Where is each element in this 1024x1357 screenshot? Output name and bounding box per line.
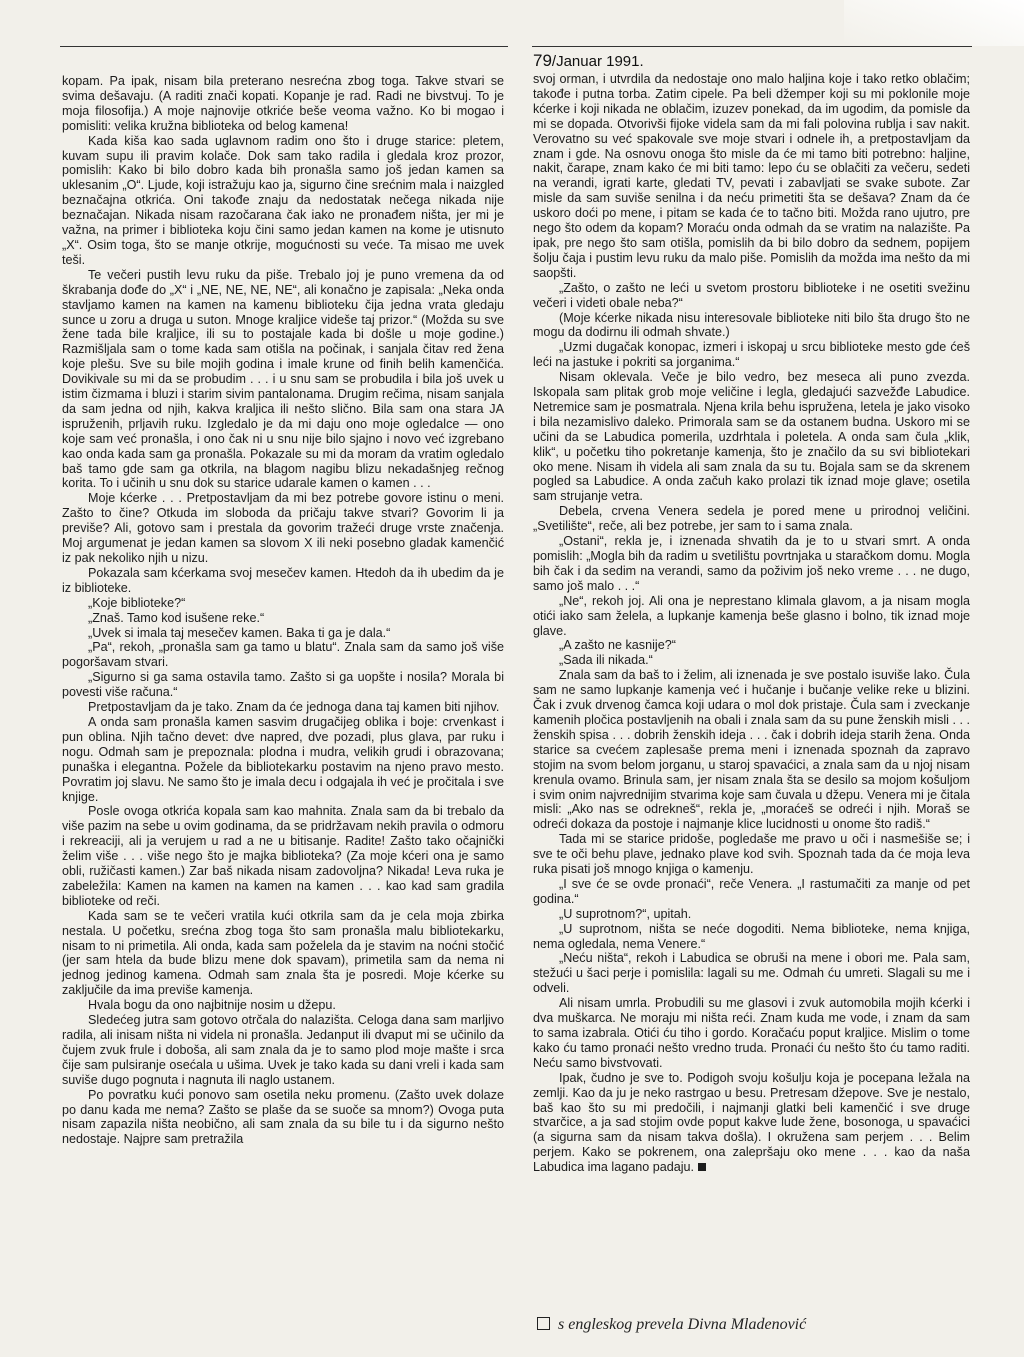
paragraph: Moje kćerke . . . Pretpostavljam da mi bez potrebe govore istinu o meni. Zašto to čine? Otkuda im sloboda da pričaju takve stvari? Govorim li ja previše? Ali, gotovo sam i prestala da govorim tražeći druge vrste značenja. Moj argumenat je jedan kamen sa slovom X ili neki posebno gladak kamenčić iz pak nekoliko njih u nizu.: [62, 491, 504, 565]
paragraph: „U suprotnom?“, upitah.: [559, 906, 692, 921]
checkbox-square-icon: [537, 1317, 550, 1330]
paragraph: Kada sam se te večeri vratila kući otkrila sam da je cela moja zbirka nestala. U početku, srećna zbog toga što sam pronašla malu bibliotekarku, nisam to ni primetila. Ali onda, kada sam poželela da je stavim na noćni stočić (jer sam htela da bude blizu mene dok spavam), primetila sam da nema ni jednog jedinog kamena. Odmah sam znala šta je posredi. Moje kćerke su zaključile da ima previše kamenja.: [62, 908, 504, 998]
paragraph: „Ostani“, rekla je, i iznenada shvatih da je to u stvari smrt. A onda pomislih: „Mogla bih da radim u svetilištu povrtnjaka u staračkom domu. Mogla bih čak i da sedim na verandi, samo da poživim još neko vreme . . . ne dugo, samo još malo . . .“: [533, 534, 970, 593]
paragraph: Hvala bogu da ono najbitnije nosim u džepu.: [88, 998, 336, 1013]
paragraph: „Ne“, rekoh joj. Ali ona je neprestano klimala glavom, a ja nisam mogla otići iako sam želela, a lupkanje kamenja beše glasno i bolno, tik iznad moje glave.: [533, 593, 970, 638]
page-corner-highlight: [844, 0, 1024, 46]
page-number: 79: [533, 51, 552, 70]
paragraph: Ali nisam umrla. Probudili su me glasovi i zvuk automobila mojih kćerki i dva muškarca. Ne moraju mi ništa reći. Znam kuda me vode, i znam da sam to sama izabrala. Otići ću tiho i gordo. Koračaću poput kraljice. Mislim o tome kako ću tamo pronaći nešto vredno truda. Pronaći ću nešto što ću tamo raditi. Neću samo bivstvovati.: [533, 996, 970, 1070]
paragraph: „Koje biblioteke?“: [88, 595, 186, 610]
paragraph: „Sada ili nikada.“: [559, 653, 653, 668]
paragraph: „A zašto ne kasnije?“: [559, 638, 676, 653]
paragraph: Tada mi se starice pridoše, pogledaše me pravo u oči i nasmešiše se; i sve te oči behu plave, jednako plave kod svih. Spoznah tada da će moja leva ruka pisati još mnogo knjiga o kamenju.: [533, 832, 970, 877]
page-header: [533, 51, 644, 71]
paragraph: kopam. Pa ipak, nisam bila preterano nesrećna zbog toga. Takve stvari se svima dešavaju. (A raditi znači kopati. Kopanje je rad. Radi ne bivstvuj. To je moja filosofija.) A moje najnovije otkriće beše veoma važno. Ko bi mogao i pomisliti: velika kružna biblioteka od belog kamena!: [62, 74, 504, 133]
paragraph: Debela, crvena Venera sedela je pored mene u prirodnoj veličini. „Svetilište“, reče, ali bez potrebe, jer sam to i sama znala.: [533, 504, 970, 534]
paragraph: svoj orman, i utvrdila da nedostaje ono malo haljina koje i tako retko oblačim; takođe i putna torba. Zatim cipele. Pa beli džemper koji su mi poklonile moje kćerke i koji nikada ne oblačim, izuzev ponekad, da im ugodim, da pomisle da mi se dopada. Otvorivši fijoke videla sam da mi fali polovina rublja i sav nakit. Verovatno su već spakovale sve moje stvari i odnele ih, a pretpostavljam da znam i gde. Na osnovu onoga što misle da će mi tamo biti potrebno: haljine, nakit, čarape, znam kako će mi biti tamo: lepo ću se oblačiti za večeru, sedeti na verandi, igrati karte, gledati TV, pevati i zabavljati se svake subote. Zar misle da sam suviše senilna i da neću primetiti šta se dešava? Znam da će uskoro doći po mene, i pitam se kada će to tačno biti. Možda rano ujutro, pre nego što odem da kopam? Moraću onda odmah da se vratim na nalazište. Pa ipak, pre nego što sam otišla, pomislih da bi bilo dobro da sednem, popijem šolju čaja i pustim levu ruku da malo piše. Pomislih da možda ima nešto da mi saopšti.: [533, 72, 970, 280]
translator-credit: [537, 1316, 806, 1334]
header-rule-left: [60, 46, 508, 47]
paragraph: Kada kiša kao sada uglavnom radim ono što i druge starice: pletem, kuvam supu ili pravim kolače. Dok sam tako radila i gledala kroz prozor, pomislih: Kako bi bilo dobro kada bih pronašla samo još jedan kamen sa uklesanim „O“. Ljude, koji istražuju kao ja, sigurno čine srećnim mala i naizgled beznačajna otkrića. Oni takođe znaju da nedostatak nečega nikada nije beznačajan. Nikada nisam razočarana čak iako ne pronađem ništa, jer mi je važna, na primer i biblioteka koju čini samo jedan kamen na kome je utisnuto „X“. Osim toga, što se manje otkrije, mogućnosti su veće. Ta misao me uvek teši.: [62, 133, 504, 267]
paragraph: Po povratku kući ponovo sam osetila neku promenu. (Zašto uvek dolaze po danu kada me nema? Zašto se plaše da se suoče sa mnom?) Ovoga puta nisam zapazila ništa neobično, ali sam znala da su bile tu i da sigurno nešto nedostaje. Najpre sam pretražila: [62, 1087, 504, 1147]
paragraph: Pretpostavljam da je tako. Znam da će jednoga dana taj kamen biti njihov.: [88, 700, 500, 715]
paragraph: [533, 1071, 970, 1175]
paragraph: Te večeri pustih levu ruku da piše. Trebalo joj je puno vremena da od škrabanja dođe do „X“ i „NE, NE, NE, NE“, ali konačno je zapisala: „Neka onda stavljamo kamen na kamen na kamenu biblioteku čija jedna vrata gledaju sunce u zoru a druga u suton. Mnoge kraljice videše taj prizor.“ (Možda su sve žene tada bile kraljice, ili su to postajale kada bi došle u moje godine.) Razmišljala sam o tome kada sam otišla na počinak, i sanjala čitav red žena koje plešu. Sve su bile mojih godina i imale krune od finih belih kamenčića. Dovikivale su mi da se probudim . . . i u snu sam se probudila i bila još uvek u istim čizmama i bluzi i starim sivim pantalonama. Drugim rečima, nisam sanjala da sam jedna od njih, kakva kraljica ili nešto slično. Bila sam ona stara JA ispruženih, prljavih ruku. Izgledalo je da mi daju ono moje ogledalce — ono koje sam već pronašla, i ono čak ni u snu nije bilo sjajno i novo već izgrebano kao onda kada sam ga pronašla. Pokazale su mi da moram da vratim ogledalo baš tamo gde sam ga otkrila, na blagom nagibu blizu nekadašnjeg rečnog korita. To i učinih u snu dok su starice udarale kamen o kamen . . .: [62, 267, 504, 491]
issue-date: /Januar 1991.: [551, 53, 644, 70]
paragraph: Znala sam da baš to i želim, ali iznenada je sve postalo isuviše lako. Čula sam ne samo lupkanje kamenja već i hučanje i bučanje velike reke u blizini. Čak i zvuk drvenog čamca koji udara o mol dok pristaje. Čula sam i zveckanje kamenih pločica postavljenih na obali i znala sam da su pune ženskih misli . . . ženskih spisa . . . dobrih ženskih ideja . . . čak i dobrih ideja starih žena. Onda starice sa cvećem zaplesaše prema meni i iznenada spoznah da zapravo stojim na svom belom jorganu, u staroj spavaćici, a znala sam da u njoj nisam krenula ovamo. Brinula sam, jer nisam znala šta se desilo sa mojom košuljom i svim onim najvrednijim stvarima koje sam čuvala u džepu. Venera mi je čitala misli: „Ako nas se odrekneš“, rekla je, „moraćeš se odreći i njih. Moraš se odreći dokaza da postoje i najmanje klice lucidnosti u onome što radiš.“: [533, 668, 970, 832]
paragraph: (Moje kćerke nikada nisu interesovale biblioteke niti bilo šta drugo što ne mogu da dodirnu ili odmah shvate.): [533, 310, 970, 340]
paragraph: „Znaš. Tamo kod isušene reke.“: [88, 610, 265, 625]
paragraph: Pokazala sam kćerkama svoj mesečev kamen. Htedoh da ih ubedim da je iz biblioteke.: [62, 565, 504, 595]
paragraph: „Sigurno si ga sama ostavila tamo. Zašto si ga uopšte i nosila? Morala bi povesti više računa.“: [62, 670, 504, 700]
translator-credit-text: s engleskog prevela Divna Mladenović: [558, 1316, 807, 1333]
paragraph: „Uvek si imala taj mesečev kamen. Baka ti ga je dala.“: [88, 625, 391, 640]
right-column: [533, 72, 970, 1175]
paragraph: „Zašto, o zašto ne leći u svetom prostoru biblioteke i ne osetiti svežinu večeri i videti obale neba?“: [533, 280, 970, 310]
paragraph: Nisam oklevala. Veče je bilo vedro, bez meseca ali puno zvezda. Iskopala sam plitak grob moje veličine i legla, gledajući sazvežđe Labudice. Netremice sam je posmatrala. Njena krila behu ispružena, letela je jako visoko i bila nezamislivo daleko. Primorala sam se da ostanem budna. Uskoro mi se učini da se Labudica pomerila, uzdrhtala i poletela. A onda sam čula „klik, klik“, u početku tiho pokretanje kamenja, što je značilo da su svi bibliotekari oko mene. Nisam ih videla ali sam znala da su tu. Bojala sam se da skrenem pogled sa Labudice. A onda začuh kako prolazi tik iznad moje glave; osetila sam strujanje vetra.: [533, 370, 970, 504]
paragraph: „Neću ništa“, rekoh i Labudica se obruši na mene i obori me. Pala sam, stežući u šaci perje i pomislila: lagali su me. Odmah ću umreti. Slagali su me i odveli.: [533, 951, 970, 996]
paragraph: Sledećeg jutra sam gotovo otrčala do nalazišta. Celoga dana sam marljivo radila, ali inisam ništa ni videla ni pronašla. Jedanput ili dvaput mi se učinilo da čujem zvuk frule i doboša, ali sam znala da je to samo plod moje mašte i srca čije sam pulsiranje osećala u ušima. Uvek je tako kada su dani vreli i kada sam suviše dugo pognuta i nagnuta ili naglo ustanem.: [62, 1013, 504, 1087]
paragraph: A onda sam pronašla kamen sasvim drugačijeg oblika i boje: crvenkast i pun oblina. Njih tačno devet: dve napred, dve pozadi, plus glava, par ruku i nogu. Odmah sam je prepoznala: plodna i mudra, velikih grudi i obrazovana; punaška i elegantna. Požele da bibliotekarku postavim na njeno pravo mesto. Povratim joj slavu. Ne samo što je imala decu i odgajala ih već je pročitala i sve knjige.: [62, 714, 504, 804]
left-column: [62, 74, 504, 1147]
paragraph-text: Ipak, čudno je sve to. Podigoh svoju košulju koja je pocepana ležala na zemlji. Kao da ju je neko rastrgao u besu. Pretresam džepove. Sve je nestalo, baš kao što su mi predočili, i najmanji glatki beli kamenčić i sve druge stvarčice, a ja sad stojim ovde poput kakve lude žene, bosonoga, u spavaćici (a sigurna sam da nisam takva došla). I okružena sam perjem . . . Belim perjem. Kako se pokrenem, ona zalepršaju oko mene . . . kao da naša Labudica ima lagano padaju.: [533, 1070, 970, 1175]
paragraph: „Pa“, rekoh, „pronašla sam ga tamo u blatu“. Znala sam da samo još više pogoršavam stvari.: [62, 640, 504, 670]
paragraph: „U suprotnom, ništa se neće dogoditi. Nema biblioteke, nema knjiga, nema ogledala, nema Venere.“: [533, 921, 970, 951]
header-rule-right: [532, 46, 972, 47]
paragraph: Posle ovoga otkrića kopala sam kao mahnita. Znala sam da bi trebalo da više pazim na sebe u ovim godinama, da se pridržavam nekih pravila o odmoru i rekreaciji, ali ja verujem u rad a ne u bitisanje. Radite! Zašto tako očajnički želim više . . . više nego što je majka biblioteka? (Za moje kćeri ona je samo obli, ružičasti kamen.) Zar baš nikada nisam zadovoljna? Nikada! Leva ruka je zabeležila: Kamen na kamen na kamen na kamen . . . kao kad sam gradila biblioteke od reči.: [62, 804, 504, 908]
paragraph: „Uzmi dugačak konopac, izmeri i iskopaj u srcu biblioteke mesto gde ćeš leći na jastuke i pokriti sa jorganima.“: [533, 340, 970, 370]
paragraph: „I sve će se ovde pronaći“, reče Venera. „I rastumačiti za manje od pet godina.“: [533, 876, 970, 906]
end-of-article-square-icon: [698, 1163, 706, 1171]
